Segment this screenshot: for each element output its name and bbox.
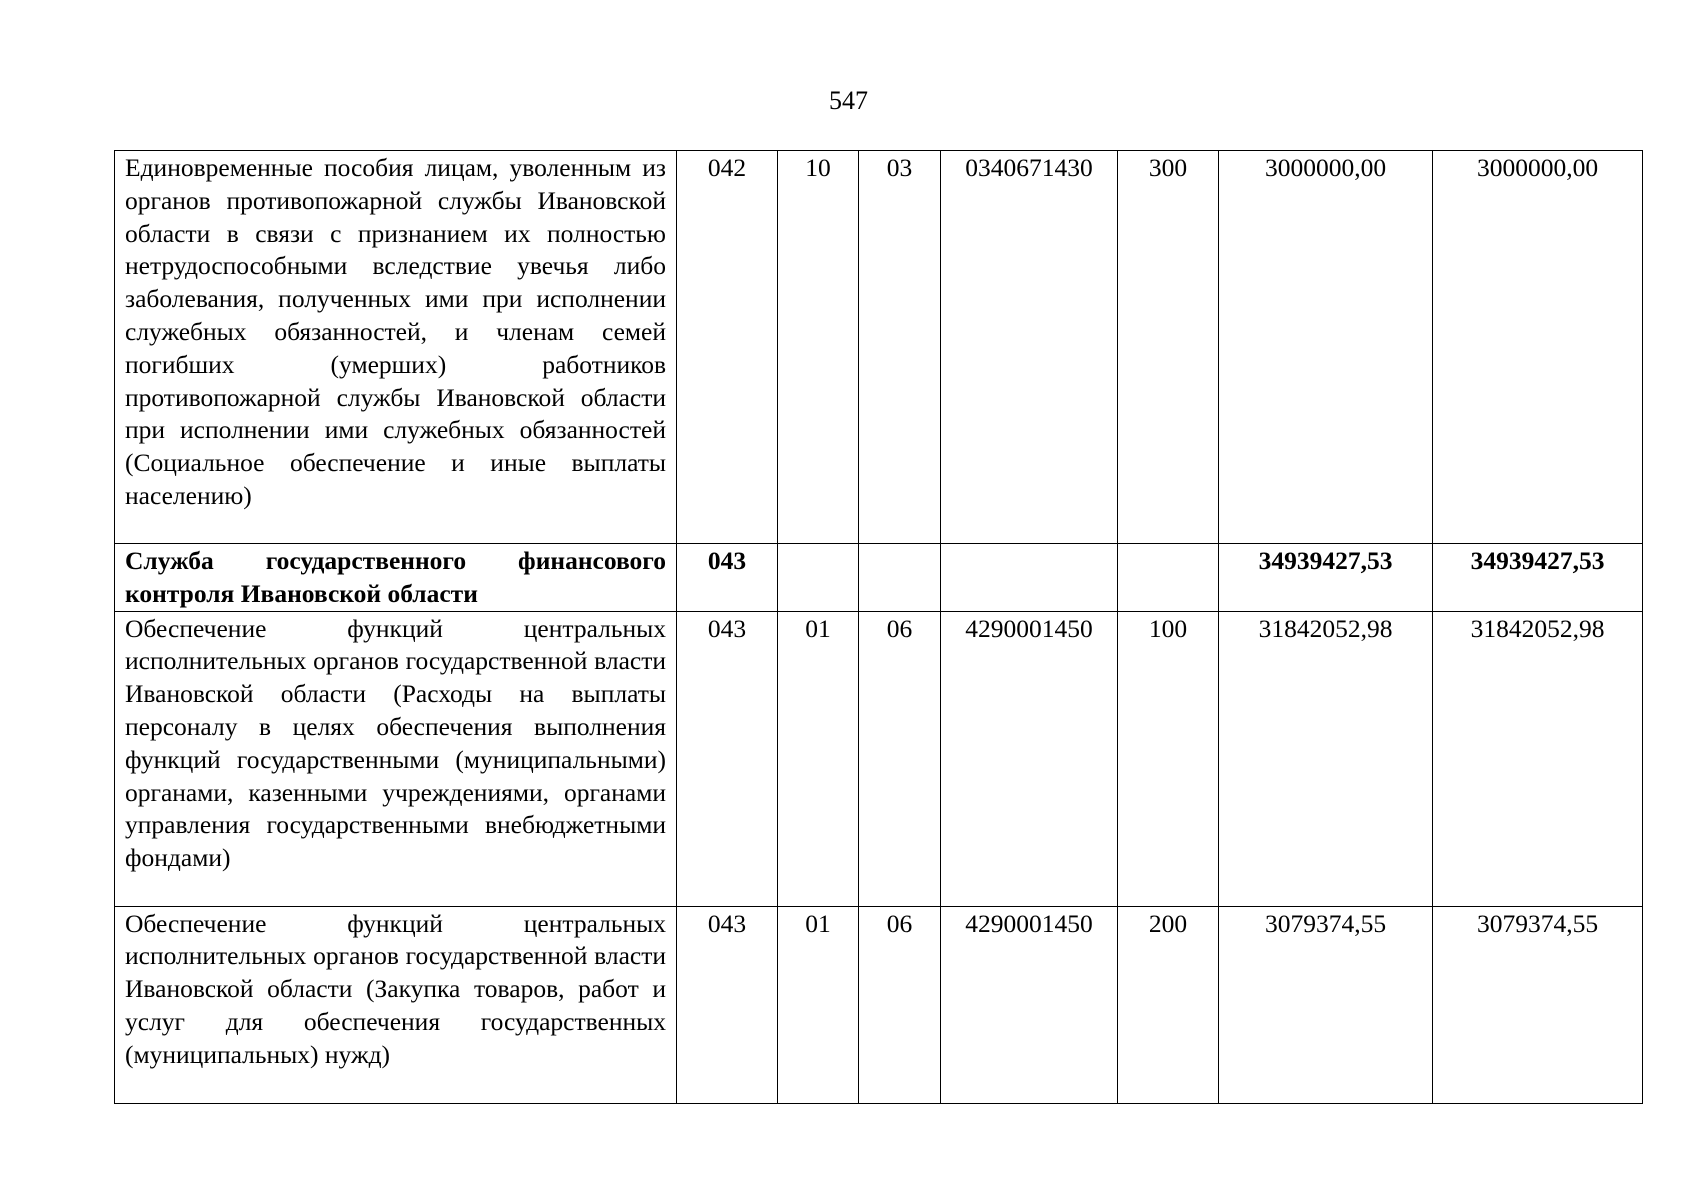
expense-type-cell: 100 <box>1118 611 1219 906</box>
admin-code-cell: 043 <box>677 544 778 612</box>
expense-type-cell: 200 <box>1118 906 1219 1103</box>
section-code-cell: 01 <box>778 611 859 906</box>
amount-year-1-cell: 3000000,00 <box>1219 151 1433 544</box>
budget-table <box>114 150 1643 1104</box>
expense-name-cell: Единовременные пособия лицам, уволенным из органов противопожарной службы Ивановской области в связи с признанием их полностью нетрудоспособными вследствие увечья либо заболевания, полученных ими при исполнении служебных обязанностей, и членам семей погибших (умерших) работников противопожарной службы Ивановской области при исполнении ими служебных обязанностей (Социальное обеспечение и иные выплаты населению) <box>115 151 677 544</box>
page-number: 547 <box>829 86 868 115</box>
expense-name-cell: Обеспечение функций центральных исполнительных органов государственной власти Ивановской области (Расходы на выплаты персоналу в целях обеспечения выполнения функций государственными (муниципальными) органами, казенными учреждениями, органами управления государственными внебюджетными фондами) <box>115 611 677 906</box>
subsection-code-cell <box>859 544 941 612</box>
amount-year-1-cell: 31842052,98 <box>1219 611 1433 906</box>
admin-code-cell: 043 <box>677 611 778 906</box>
amount-year-1-cell: 3079374,55 <box>1219 906 1433 1103</box>
section-code-cell: 01 <box>778 906 859 1103</box>
amount-year-2-cell: 34939427,53 <box>1433 544 1643 612</box>
amount-year-2-cell: 31842052,98 <box>1433 611 1643 906</box>
section-code-cell: 10 <box>778 151 859 544</box>
table-row <box>115 906 1643 1103</box>
expense-name-cell: Служба государственного финансового контроля Ивановской области <box>115 544 677 612</box>
amount-year-1-cell: 34939427,53 <box>1219 544 1433 612</box>
subsection-code-cell: 06 <box>859 611 941 906</box>
expense-name-cell: Обеспечение функций центральных исполнительных органов государственной власти Ивановской области (Закупка товаров, работ и услуг для обеспечения государственных (муниципальных) нужд) <box>115 906 677 1103</box>
admin-code-cell: 043 <box>677 906 778 1103</box>
amount-year-2-cell: 3000000,00 <box>1433 151 1643 544</box>
subsection-code-cell: 06 <box>859 906 941 1103</box>
target-article-cell: 0340671430 <box>941 151 1118 544</box>
admin-code-cell: 042 <box>677 151 778 544</box>
section-code-cell <box>778 544 859 612</box>
table-row <box>115 544 1643 612</box>
table-row <box>115 611 1643 906</box>
expense-type-cell <box>1118 544 1219 612</box>
expense-type-cell: 300 <box>1118 151 1219 544</box>
table-row <box>115 151 1643 544</box>
target-article-cell: 4290001450 <box>941 906 1118 1103</box>
target-article-cell: 4290001450 <box>941 611 1118 906</box>
amount-year-2-cell: 3079374,55 <box>1433 906 1643 1103</box>
target-article-cell <box>941 544 1118 612</box>
subsection-code-cell: 03 <box>859 151 941 544</box>
